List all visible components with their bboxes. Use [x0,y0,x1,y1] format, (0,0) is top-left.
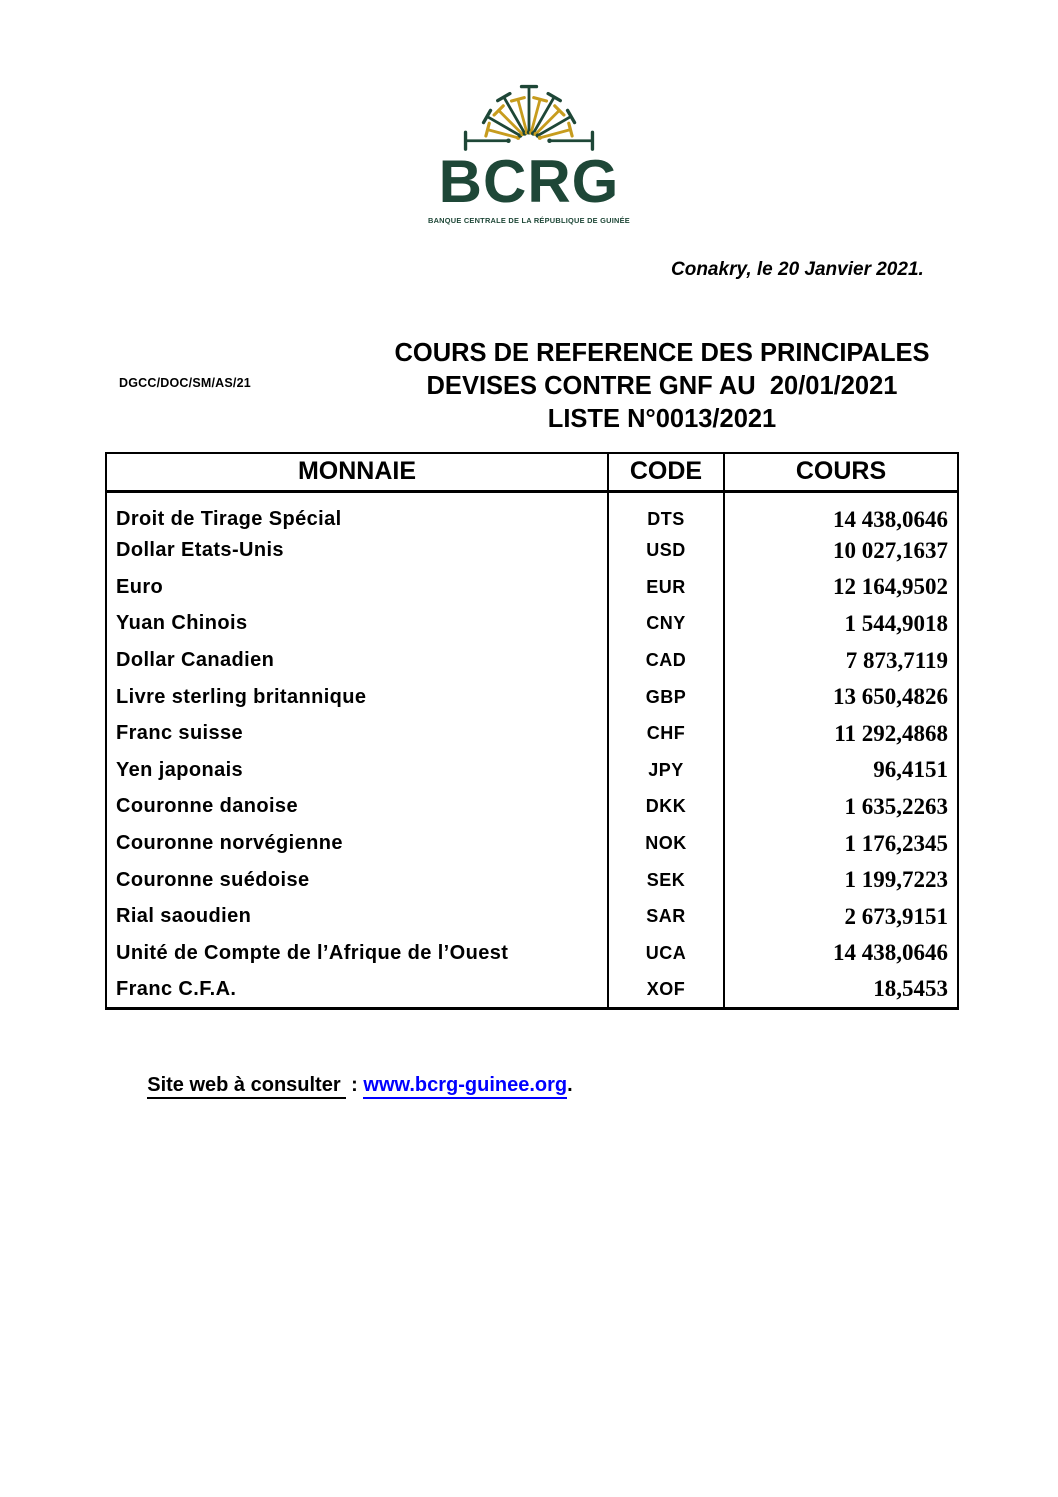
currency-code: CHF [608,715,724,752]
table-row [106,715,958,752]
currency-rate: 2 673,9151 [724,898,958,935]
currency-name: Euro [106,569,608,606]
bcrg-logo-tagline: BANQUE CENTRALE DE LA RÉPUBLIQUE DE GUINÉE [428,216,630,225]
footer-period: . [567,1074,573,1096]
currency-rate: 13 650,4826 [724,679,958,716]
table-row [106,789,958,826]
currency-rate: 96,4151 [724,752,958,789]
currency-name: Couronne suédoise [106,862,608,899]
table-row [106,606,958,643]
title-line-1: COURS DE REFERENCE DES PRINCIPALES [394,339,930,367]
currency-code: SAR [608,898,724,935]
currency-rate: 1 635,2263 [724,789,958,826]
bcrg-fan-icon [445,66,613,152]
currency-rate: 1 199,7223 [724,862,958,899]
currency-name: Droit de Tirage Spécial [106,491,608,533]
currency-code: XOF [608,972,724,1009]
exchange-rates-table [105,452,959,1010]
currency-code: SEK [608,862,724,899]
currency-rate: 14 438,0646 [724,491,958,533]
currency-name: Yen japonais [106,752,608,789]
table-row [106,972,958,1009]
footer [125,1051,573,1120]
currency-code: DKK [608,789,724,826]
table-row [106,569,958,606]
site-label: Site web à consulter [147,1074,345,1099]
column-header-cours: COURS [724,453,958,491]
table-row [106,935,958,972]
currency-name: Rial saoudien [106,898,608,935]
currency-code: EUR [608,569,724,606]
currency-code: CNY [608,606,724,643]
currency-code: USD [608,533,724,570]
currency-rate: 14 438,0646 [724,935,958,972]
currency-name: Franc suisse [106,715,608,752]
currency-name: Unité de Compte de l’Afrique de l’Ouest [106,935,608,972]
currency-name: Franc C.F.A. [106,972,608,1009]
bcrg-logo [0,66,1058,225]
currency-code: NOK [608,825,724,862]
title-line-2: DEVISES CONTRE GNF AU 20/01/2021 [426,372,898,400]
document-reference: DGCC/DOC/SM/AS/21 [119,376,251,390]
currency-name: Couronne norvégienne [106,825,608,862]
currency-rate: 1 176,2345 [724,825,958,862]
column-header-code: CODE [608,453,724,491]
table-row [106,862,958,899]
currency-rate: 18,5453 [724,972,958,1009]
currency-name: Dollar Etats-Unis [106,533,608,570]
column-header-monnaie: MONNAIE [106,453,608,491]
currency-name: Dollar Canadien [106,642,608,679]
footer-separator: : [345,1074,364,1096]
title-line-3: LISTE N°0013/2021 [547,405,777,433]
website-link[interactable]: www.bcrg-guinee.org [363,1074,567,1099]
currency-code: UCA [608,935,724,972]
bcrg-logo-name: BCRG [438,148,620,215]
currency-code: DTS [608,491,724,533]
table-row [106,752,958,789]
rates-table-body [106,491,958,1008]
currency-name: Yuan Chinois [106,606,608,643]
table-row [106,491,958,533]
currency-name: Livre sterling britannique [106,679,608,716]
currency-code: CAD [608,642,724,679]
table-row [106,898,958,935]
table-row [106,679,958,716]
table-row [106,533,958,570]
table-header-row [106,453,958,491]
dateline: Conakry, le 20 Janvier 2021. [671,259,924,280]
currency-rate: 7 873,7119 [724,642,958,679]
currency-name: Couronne danoise [106,789,608,826]
currency-rate: 11 292,4868 [724,715,958,752]
document-title [262,337,1058,436]
currency-rate: 12 164,9502 [724,569,958,606]
table-row [106,825,958,862]
currency-rate: 10 027,1637 [724,533,958,570]
table-row [106,642,958,679]
currency-code: GBP [608,679,724,716]
currency-code: JPY [608,752,724,789]
currency-rate: 1 544,9018 [724,606,958,643]
